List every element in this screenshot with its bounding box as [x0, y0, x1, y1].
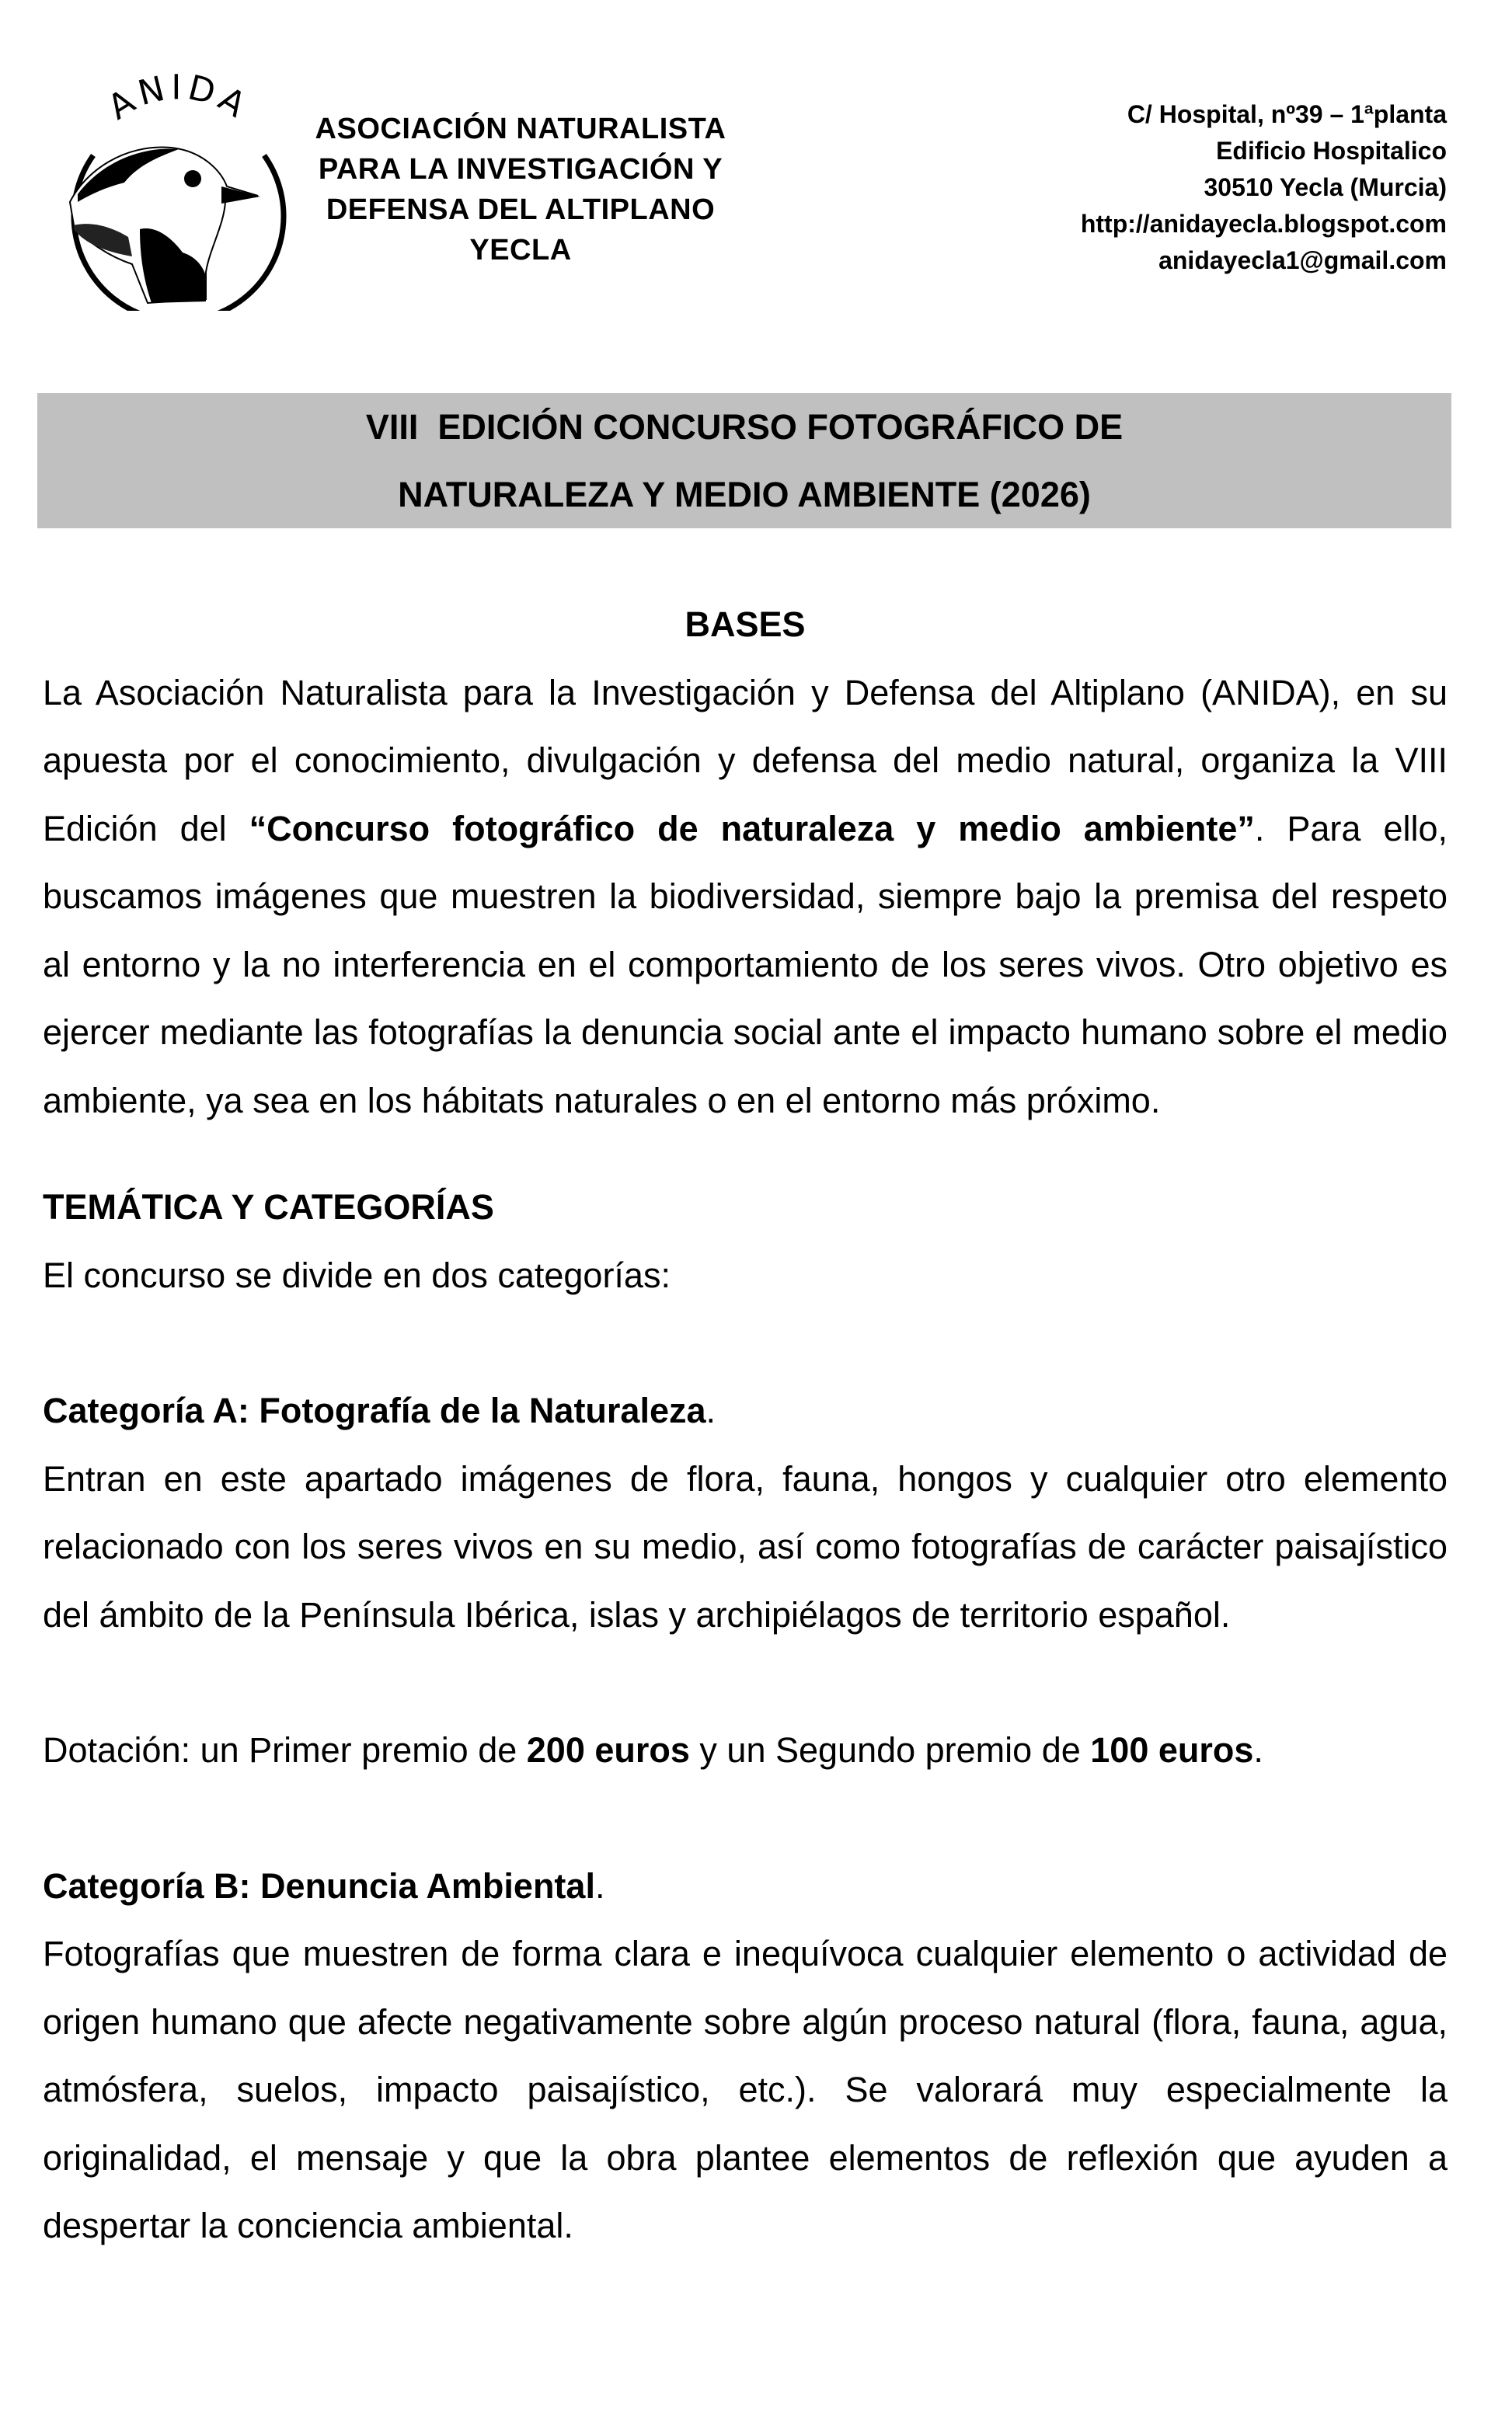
building-line: Edificio Hospitalico — [1216, 137, 1447, 165]
intro-text: La Asociación Naturalista para la Investigación y Defensa del Altiplano (ANIDA), en su apuesta por el conocimiento, divulgación y defensa del medio natural, organiza la VIII Edición del — [43, 672, 1448, 848]
punctuation: . — [1253, 1730, 1263, 1770]
bases-intro-paragraph — [43, 659, 1448, 1135]
prize-text: Dotación: un Primer premio de — [43, 1730, 527, 1770]
tematica-heading: TEMÁTICA Y CATEGORÍAS — [43, 1187, 494, 1227]
org-name-line: PARA LA INVESTIGACIÓN Y — [318, 153, 723, 186]
document-title — [37, 393, 1451, 528]
title-line: VIII EDICIÓN CONCURSO FOTOGRÁFICO DE — [365, 407, 1124, 447]
contest-name: “Concurso fotográfico de naturaleza y medio ambiente” — [249, 808, 1255, 848]
category-a-title-text: Categoría A: Fotografía de la Naturaleza — [43, 1391, 706, 1430]
second-prize-amount: 100 euros — [1090, 1730, 1254, 1770]
category-b-description: Fotografías que muestren de forma clara e inequívoca cualquier elemento o actividad de origen humano que afecte negativamente sobre algún proceso natural (flora, fauna, agua, atmósfera, suelos, impacto paisajístico, etc.). Se valorará muy especialmente la originalidad, el mensaje y que la obra plantee elementos de reflexión que ayuden a despertar la conciencia ambiental. — [43, 1934, 1448, 2245]
tematica-intro: El concurso se divide en dos categorías: — [43, 1255, 671, 1295]
category-a-title — [43, 1377, 1448, 1445]
category-a-description: Entran en este apartado imágenes de flora, fauna, hongos y cualquier otro elemento relacionado con los seres vivos en su medio, así como fotografías de carácter paisajístico del ámbito de la Península Ibérica, islas y archipiélagos de territorio español. — [43, 1458, 1448, 1635]
first-prize-amount: 200 euros — [526, 1730, 690, 1770]
org-name-line: YECLA — [469, 234, 572, 266]
intro-text-continued: . Para ello, buscamos imágenes que muestren la biodiversidad, siempre bajo la premisa del respeto al entorno y la no interferencia en el comportamiento de los seres vivos. Otro objetivo es ejercer mediante las fotografías la denuncia social ante el impacto humano sobre el medio ambiente, ya sea en los hábitats naturales o en el entorno más próximo. — [43, 808, 1448, 1120]
contact-block — [1081, 96, 1447, 279]
organization-name — [295, 109, 746, 270]
category-b-title-text: Categoría B: Denuncia Ambiental — [43, 1865, 595, 1906]
category-a-prize — [43, 1716, 1448, 1785]
address-line: C/ Hospital, nº39 – 1ªplanta — [1127, 100, 1447, 128]
email-link[interactable]: anidayecla1@gmail.com — [1158, 246, 1447, 274]
org-name-line: DEFENSA DEL ALTIPLANO — [326, 193, 716, 226]
prize-text: y un Segundo premio de — [689, 1730, 1091, 1770]
document-body — [43, 590, 1448, 2260]
punctuation: . — [705, 1391, 716, 1430]
category-b-title — [43, 1852, 1448, 1921]
punctuation: . — [594, 1865, 605, 1906]
title-line: NATURALEZA Y MEDIO AMBIENTE (2026) — [398, 475, 1091, 514]
logo-arc-text: ANIDA — [101, 70, 256, 128]
bird-logo-icon — [54, 70, 303, 311]
bases-heading: BASES — [685, 604, 806, 644]
org-name-line: ASOCIACIÓN NATURALISTA — [315, 113, 726, 145]
city-line: 30510 Yecla (Murcia) — [1204, 173, 1447, 201]
website-link[interactable]: http://anidayecla.blogspot.com — [1080, 210, 1447, 238]
anida-logo — [54, 70, 303, 311]
